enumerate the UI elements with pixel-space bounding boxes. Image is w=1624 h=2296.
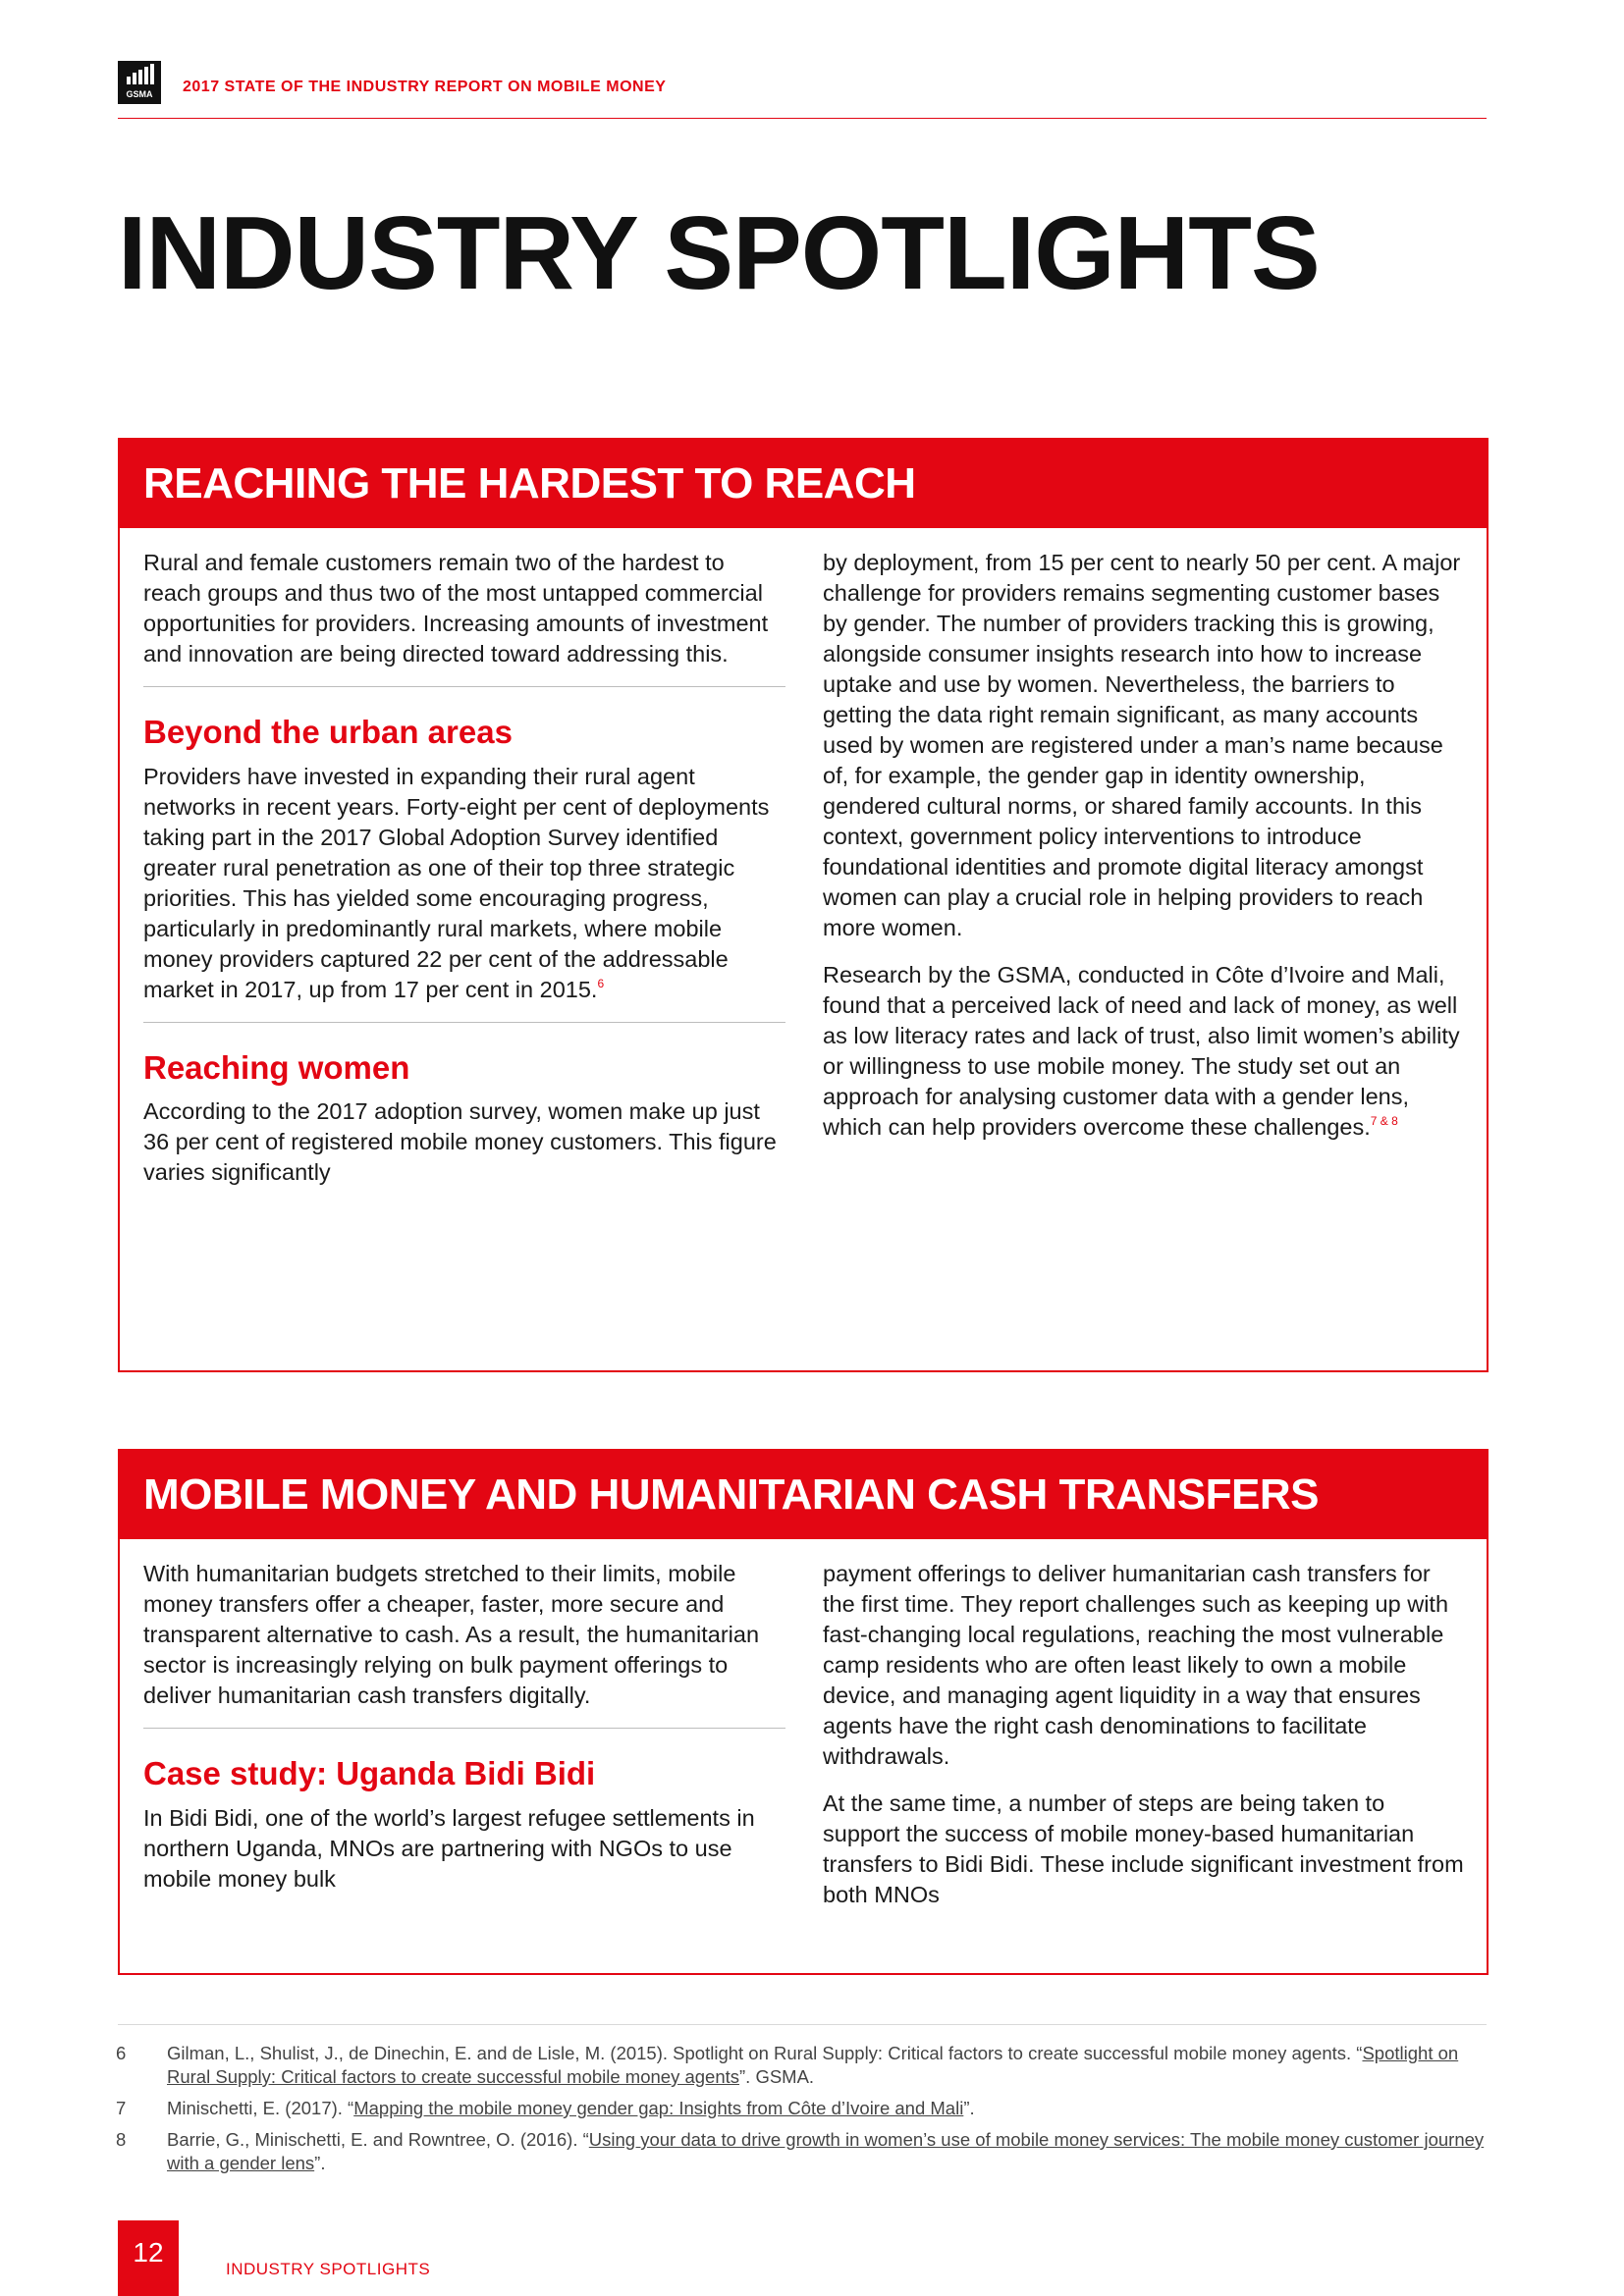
page-title: INDUSTRY SPOTLIGHTS xyxy=(118,195,1320,311)
footnote xyxy=(116,2128,1490,2175)
footnote xyxy=(116,2042,1490,2089)
paragraph: payment offerings to deliver humanitarian cash transfers for the first time. They report challenges such as keeping up with fast-changing local regulations, reaching the most vulnerable camp residents who are often least likely to own a mobile device, and managing agent liquidity in a way that ensures agents have the right cash denominations to facilitate withdrawals. xyxy=(823,1561,1449,1769)
divider xyxy=(143,1022,785,1023)
footnote-text: ”. xyxy=(314,2153,326,2173)
divider xyxy=(143,1728,785,1729)
subheading-case-study: Case study: Uganda Bidi Bidi xyxy=(143,1755,596,1791)
right-column xyxy=(823,1559,1465,1927)
footer-section-label: INDUSTRY SPOTLIGHTS xyxy=(226,2260,431,2278)
logo-text: GSMA xyxy=(126,89,153,99)
intro-paragraph: With humanitarian budgets stretched to their limits, mobile money transfers offer a cheaper, faster, more secure and transparent alternative to cash. As a result, the humanitarian sector is increasingly relying on bulk payment offerings to deliver humanitarian cash transfers digitally. xyxy=(143,1561,760,1708)
footnote-text: ”. GSMA. xyxy=(739,2066,815,2087)
paragraph-text: Research by the GSMA, conducted in Côte d’Ivoire and Mali, found that a perceived lack of need and lack of money, as well as low literacy rates and lack of trust, also limit women’s ability or willingness to use mobile money. The study set out an approach for analysing customer data with a gender lens, which can help providers overcome these challenges. xyxy=(823,962,1460,1140)
footnote-number: 6 xyxy=(116,2043,127,2063)
subheading-reaching-women: Reaching women xyxy=(143,1048,410,1086)
divider xyxy=(143,686,785,687)
footnote-link[interactable]: Using your data to drive growth in women’s use of mobile money services: The mobile money customer journey with a gender lens xyxy=(167,2129,1485,2173)
page-header xyxy=(118,59,1487,119)
footnote-ref[interactable]: 7 & 8 xyxy=(1370,1114,1398,1128)
left-column xyxy=(143,1559,785,1911)
paragraph xyxy=(823,960,1465,1143)
report-title: 2017 STATE OF THE INDUSTRY REPORT ON MOBILE MONEY xyxy=(183,79,667,95)
footnote-link[interactable]: Spotlight on Rural Supply: Critical factors to create successful mobile money agents xyxy=(167,2043,1459,2087)
footnote-text: Gilman, L., Shulist, J., de Dinechin, E. and de Lisle, M. (2015). Spotlight on Rural Supply: Critical factors to create successful mobile money agents. “ xyxy=(167,2043,1363,2063)
paragraph: At the same time, a number of steps are being taken to support the success of mobile money-based humanitarian transfers to Bidi Bidi. These include significant investment from both MNOs xyxy=(823,1790,1464,1907)
footnotes xyxy=(116,2042,1490,2183)
paragraph-urban-areas xyxy=(143,762,785,1005)
spotlight-box-hardest-to-reach xyxy=(118,438,1489,1372)
gsma-logo xyxy=(118,61,161,104)
footnote-divider xyxy=(118,2024,1487,2025)
footnote-link[interactable]: Mapping the mobile money gender gap: Insights from Côte d’Ivoire and Mali xyxy=(353,2098,964,2118)
box-title: REACHING THE HARDEST TO REACH xyxy=(143,459,916,507)
box-title: MOBILE MONEY AND HUMANITARIAN CASH TRANSFERS xyxy=(143,1470,1319,1519)
paragraph-text: Providers have invested in expanding their rural agent networks in recent years. Forty-eight per cent of deployments taking part in the 2017 Global Adoption Survey identified greater rural penetration as one of their top three strategic priorities. This has yielded some encouraging progress, particularly in predominantly rural markets, where mobile money providers captured 22 per cent of the addressable market in 2017, up from 17 per cent in 2015. xyxy=(143,763,770,1002)
box-header xyxy=(120,1451,1487,1539)
footnote-ref[interactable]: 6 xyxy=(597,976,605,990)
box-header xyxy=(120,440,1487,528)
intro-paragraph: Rural and female customers remain two of the hardest to reach groups and thus two of the most untapped commercial opportunities for providers. Increasing amounts of investment and innovation are being directed toward addressing this. xyxy=(143,550,769,667)
footnote-number: 7 xyxy=(116,2098,127,2118)
page-number: 12 xyxy=(118,2220,179,2296)
footnote-text: ”. xyxy=(963,2098,975,2118)
right-column xyxy=(823,548,1465,1159)
paragraph-case-study: In Bidi Bidi, one of the world’s largest refugee settlements in northern Uganda, MNOs are partnering with NGOs to use mobile money bulk xyxy=(143,1804,755,1892)
paragraph: by deployment, from 15 per cent to nearly 50 per cent. A major challenge for providers remains segmenting customer bases by gender. The number of providers tracking this is growing, alongside consumer insights research into how to increase uptake and use by women. Nevertheless, the barriers to getting the data right remain significant, as many accounts used by women are registered under a man’s name because of, for example, the gender gap in identity ownership, gendered cultural norms, or shared family accounts. In this context, government policy interventions to introduce foundational identities and promote digital literacy amongst women can play a crucial role in helping providers to reach more women. xyxy=(823,550,1461,940)
footnote xyxy=(116,2097,1490,2120)
paragraph-reaching-women: According to the 2017 adoption survey, women make up just 36 per cent of registered mobile money customers. This figure varies significantly xyxy=(143,1098,777,1186)
footnote-text: Barrie, G., Minischetti, E. and Rowntree, O. (2016). “ xyxy=(167,2129,589,2150)
footnote-text: Minischetti, E. (2017). “ xyxy=(167,2098,354,2118)
subheading-urban-areas: Beyond the urban areas xyxy=(143,714,513,750)
left-column xyxy=(143,548,785,1204)
spotlight-box-humanitarian xyxy=(118,1449,1489,1975)
footnote-number: 8 xyxy=(116,2129,127,2150)
